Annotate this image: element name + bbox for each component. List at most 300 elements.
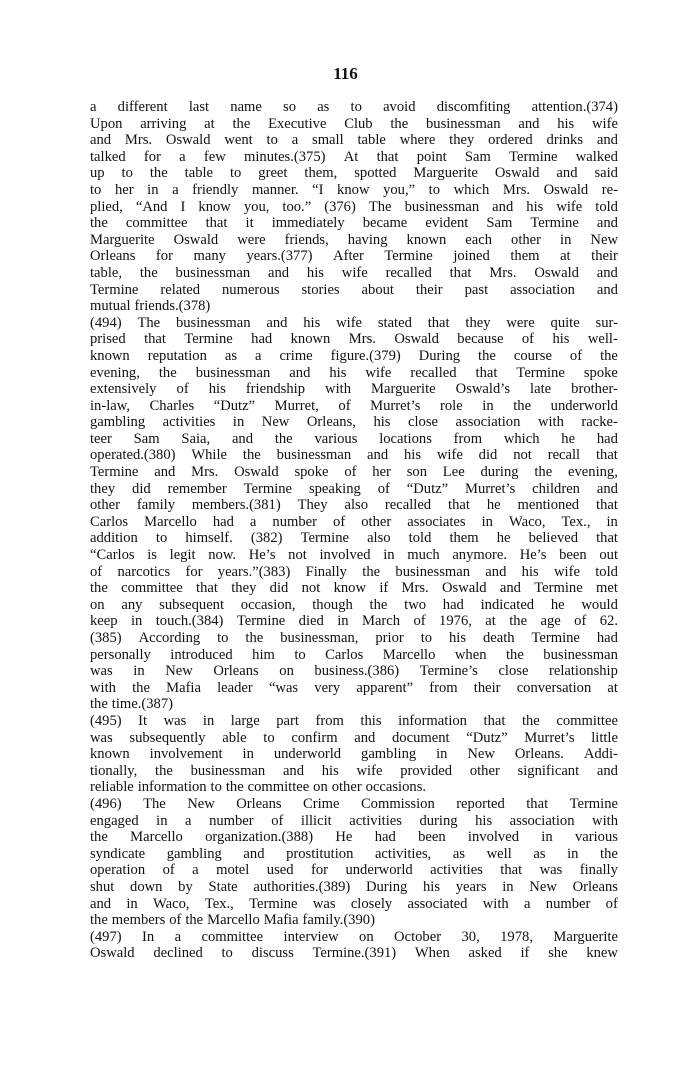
- text-word: motel: [216, 862, 250, 879]
- text-word: of: [169, 912, 182, 929]
- text-word: they: [465, 314, 491, 331]
- text-word: State: [208, 878, 238, 895]
- text-word: known: [90, 347, 130, 364]
- text-word: and: [596, 281, 618, 298]
- text-word: her: [114, 181, 134, 198]
- text-word: information: [398, 712, 467, 729]
- text-word: plied,: [90, 198, 123, 215]
- text-word: believed: [528, 530, 579, 547]
- text-word: walked: [575, 148, 618, 165]
- text-word: a: [192, 862, 199, 879]
- text-word: her: [372, 464, 391, 481]
- text-word: introduced: [170, 646, 233, 663]
- text-word: because: [457, 331, 504, 348]
- text-word: prised: [90, 331, 126, 348]
- text-word: to: [90, 181, 102, 198]
- text-word: in: [502, 878, 514, 895]
- text-word: and: [596, 264, 618, 281]
- text-word: associates: [407, 513, 466, 530]
- text-word: Waco,: [153, 895, 190, 912]
- text-word: known: [290, 331, 331, 348]
- text-word: and: [267, 264, 290, 281]
- text-line: [90, 116, 618, 133]
- text-line: [90, 149, 618, 166]
- text-word: that: [500, 862, 523, 879]
- text-line: [90, 829, 618, 846]
- text-word: and: [90, 132, 112, 149]
- text-word: Carlos: [90, 513, 129, 530]
- text-word: Mrs.: [348, 331, 376, 348]
- text-word: arriving: [140, 115, 187, 132]
- text-word: in: [337, 613, 349, 630]
- text-line: [90, 746, 618, 763]
- text-word: when: [454, 646, 487, 663]
- text-word: in: [130, 613, 143, 630]
- text-word: up: [90, 165, 105, 182]
- text-word: the: [521, 712, 540, 729]
- text-word: number: [209, 812, 254, 829]
- text-word: Oswald: [494, 165, 540, 182]
- text-word: Sam: [464, 148, 491, 165]
- text-word: well-: [587, 331, 618, 348]
- text-word: occasions.: [365, 779, 427, 796]
- text-word: Oswald: [173, 231, 219, 248]
- text-word: sur-: [595, 314, 618, 331]
- text-word: figure.(379): [330, 347, 401, 364]
- text-word: is: [147, 547, 157, 564]
- text-word: that: [205, 215, 228, 232]
- text-word: well: [486, 845, 512, 862]
- text-word: Mafia: [263, 912, 299, 929]
- text-line: [90, 431, 618, 448]
- text-word: involvement: [149, 746, 223, 763]
- text-word: a: [172, 181, 179, 198]
- text-word: associated: [407, 895, 468, 912]
- text-word: he: [496, 530, 511, 547]
- text-word: New: [590, 231, 618, 248]
- text-word: the: [242, 447, 261, 464]
- text-word: Oswald: [234, 464, 279, 481]
- text-word: and: [154, 464, 176, 481]
- text-word: provided: [400, 762, 453, 779]
- text-word: knew: [586, 945, 618, 962]
- text-word: underworld: [345, 862, 413, 879]
- text-word: In: [142, 928, 155, 945]
- text-word: confirm: [291, 729, 338, 746]
- text-word: point: [416, 148, 447, 165]
- text-word: apparent”: [356, 679, 414, 696]
- text-word: Tex.,: [561, 513, 591, 530]
- text-word: “Dutz”: [406, 480, 449, 497]
- text-word: Termine: [531, 630, 580, 646]
- text-word: and: [243, 845, 265, 862]
- text-word: 62.: [599, 613, 618, 630]
- text-word: in: [242, 746, 254, 763]
- text-word: had: [251, 331, 273, 348]
- text-word: spotted: [354, 165, 397, 182]
- text-line: [90, 647, 618, 664]
- text-word: not: [513, 447, 532, 464]
- text-word: committee: [121, 580, 183, 597]
- text-word: other: [469, 762, 500, 779]
- text-word: Termine’s: [419, 663, 478, 680]
- text-word: During: [418, 347, 461, 364]
- text-word: table: [184, 165, 214, 182]
- text-word: closely: [350, 895, 393, 912]
- text-word: the: [139, 264, 158, 281]
- text-word: children: [532, 480, 580, 497]
- text-word: that: [475, 364, 498, 381]
- text-word: Commission: [360, 795, 435, 812]
- text-word: to: [428, 181, 441, 198]
- text-word: and: [354, 729, 376, 746]
- text-word: and: [596, 762, 618, 779]
- text-word: Club: [344, 115, 373, 132]
- text-word: Sam: [133, 430, 160, 447]
- text-word: March: [361, 613, 401, 630]
- text-word: did: [132, 480, 151, 497]
- text-word: The: [368, 198, 392, 215]
- text-word: his: [552, 331, 570, 348]
- text-word: he: [561, 430, 576, 447]
- text-word: friendship: [245, 381, 305, 398]
- text-word: that: [448, 497, 470, 514]
- text-word: (496): [90, 795, 122, 812]
- text-word: finally: [579, 862, 618, 879]
- text-word: Orleans: [236, 795, 282, 812]
- text-word: that: [196, 580, 218, 597]
- text-line: [90, 613, 618, 630]
- text-word: told: [595, 198, 618, 215]
- text-word: committee: [556, 712, 618, 729]
- text-line: [90, 514, 618, 531]
- text-word: not: [301, 580, 321, 597]
- text-word: with: [482, 895, 509, 912]
- text-word: When: [414, 945, 450, 962]
- text-word: that: [449, 264, 472, 281]
- text-word: information: [137, 779, 207, 796]
- text-word: interview: [283, 928, 339, 945]
- text-word: the: [274, 430, 293, 447]
- text-word: operated.(380): [90, 447, 176, 464]
- text-line: [90, 796, 618, 813]
- text-word: involved: [319, 547, 371, 564]
- text-word: immediately: [271, 215, 345, 232]
- text-word: mutual: [90, 298, 131, 315]
- text-word: addition: [90, 530, 138, 547]
- text-word: the: [369, 596, 388, 613]
- text-word: that: [376, 148, 399, 165]
- text-word: authorities.(389): [253, 878, 351, 895]
- text-word: legit: [169, 547, 196, 564]
- text-word: evident: [425, 215, 469, 232]
- text-word: businessman: [276, 447, 352, 464]
- text-word: discuss: [251, 945, 294, 962]
- text-line: [90, 580, 618, 597]
- text-word: died: [298, 613, 324, 630]
- text-word: businessman: [175, 314, 251, 331]
- text-word: from: [429, 679, 458, 696]
- text-word: and: [499, 580, 521, 597]
- text-word: the: [158, 364, 177, 381]
- text-word: at: [560, 248, 571, 265]
- text-word: of: [605, 895, 618, 912]
- text-word: other: [361, 513, 392, 530]
- text-word: extensively: [90, 381, 157, 398]
- text-word: wife: [591, 115, 618, 132]
- text-word: very: [314, 679, 341, 696]
- text-line: [90, 547, 618, 564]
- text-word: association: [455, 414, 521, 431]
- text-word: were: [237, 231, 266, 248]
- text-word: re-: [601, 181, 618, 198]
- text-word: Termine.(391): [312, 945, 397, 962]
- text-word: number: [545, 895, 591, 912]
- text-word: which: [503, 430, 540, 447]
- text-word: with: [325, 381, 351, 398]
- text-word: had: [442, 596, 464, 613]
- text-word: businessman: [395, 563, 470, 580]
- text-word: which: [453, 181, 490, 198]
- text-word: Termine: [90, 281, 139, 298]
- text-word: Charles: [149, 397, 195, 414]
- text-word: to: [294, 646, 306, 663]
- text-word: avoid: [383, 99, 416, 115]
- text-word: and: [596, 215, 618, 232]
- text-word: in: [606, 513, 618, 530]
- text-word: syndicate: [90, 845, 146, 862]
- text-word: had: [374, 829, 396, 846]
- text-word: too.”: [282, 198, 312, 215]
- text-word: Mrs.: [502, 181, 531, 198]
- text-word: joined: [453, 248, 490, 265]
- text-word: discomfiting: [436, 99, 511, 115]
- text-word: in: [541, 829, 553, 846]
- text-word: gambling: [361, 746, 417, 763]
- text-word: them: [449, 530, 479, 547]
- text-word: the: [155, 762, 173, 779]
- text-word: out: [599, 547, 618, 564]
- text-word: a: [524, 895, 531, 912]
- text-word: a: [174, 928, 182, 945]
- text-line: [90, 597, 618, 614]
- text-word: locations: [379, 430, 432, 447]
- text-word: committee: [201, 928, 264, 945]
- text-word: friends,: [284, 231, 329, 248]
- text-word: she: [548, 945, 568, 962]
- text-word: for: [155, 248, 173, 265]
- text-line: [90, 481, 618, 498]
- text-word: to: [420, 630, 433, 646]
- text-word: close: [498, 663, 529, 680]
- text-word: and: [518, 115, 540, 132]
- text-word: Marguerite: [553, 928, 618, 945]
- text-word: from: [453, 430, 483, 447]
- text-word: Termine: [300, 530, 349, 547]
- text-word: Oswald: [394, 331, 439, 348]
- text-word: After: [333, 248, 364, 265]
- text-word: to: [217, 630, 229, 646]
- text-word: subsequent: [159, 596, 225, 613]
- text-word: not: [288, 547, 307, 564]
- text-word: his: [526, 198, 544, 215]
- text-line: [90, 530, 618, 547]
- text-word: (494): [90, 314, 122, 331]
- text-word: Mafia: [166, 679, 201, 696]
- page-number: 116: [333, 64, 358, 83]
- text-word: “And: [135, 198, 168, 215]
- text-word: Murret’s: [524, 729, 575, 746]
- text-word: went: [224, 132, 253, 149]
- text-word: businessman: [190, 762, 266, 779]
- text-word: his: [303, 314, 321, 331]
- text-word: the: [390, 115, 409, 132]
- text-word: had: [596, 630, 618, 646]
- text-word: had: [596, 430, 618, 447]
- text-word: and: [90, 895, 112, 912]
- text-word: told: [595, 563, 618, 580]
- text-line: [90, 896, 618, 913]
- text-word: if: [520, 945, 530, 962]
- text-word: met: [595, 580, 618, 597]
- text-word: Mrs.: [191, 464, 219, 481]
- text-line: [90, 862, 618, 879]
- text-word: “Dutz”: [466, 729, 508, 746]
- text-word: and: [367, 447, 389, 464]
- text-word: touch.(384): [155, 613, 224, 630]
- text-word: quite: [550, 314, 580, 331]
- text-word: tionally,: [90, 762, 138, 779]
- text-word: Termine: [509, 148, 558, 165]
- text-word: his: [423, 878, 441, 895]
- text-word: of: [344, 464, 357, 481]
- text-word: the: [90, 580, 108, 597]
- text-word: asked: [468, 945, 502, 962]
- text-word: of: [333, 513, 346, 530]
- text-word: keep: [90, 613, 118, 630]
- text-word: activities: [162, 414, 216, 431]
- text-word: reported: [456, 795, 505, 812]
- text-word: wife: [341, 264, 368, 281]
- text-word: now.: [208, 547, 237, 564]
- text-word: his: [329, 364, 347, 381]
- text-word: committee: [247, 779, 310, 796]
- text-word: years.(377): [246, 248, 313, 265]
- text-word: Marcello: [130, 829, 183, 846]
- text-word: Executive: [268, 115, 327, 132]
- text-word: that: [427, 314, 450, 331]
- text-word: the: [505, 646, 524, 663]
- text-word: Crime: [303, 795, 340, 812]
- text-word: known: [90, 746, 130, 763]
- text-word: Termine: [516, 364, 565, 381]
- text-word: (495): [90, 712, 122, 729]
- text-word: I: [180, 198, 186, 215]
- text-word: Finally: [305, 563, 347, 580]
- text-word: Oswald: [543, 181, 589, 198]
- text-word: gambling: [90, 414, 146, 431]
- text-word: Sam: [486, 215, 513, 232]
- text-word: Addi-: [583, 746, 618, 763]
- text-word: death: [482, 630, 515, 646]
- text-word: spoke: [583, 364, 618, 381]
- text-word: table: [357, 132, 386, 149]
- text-word: to: [229, 165, 242, 182]
- text-word: Oswald: [90, 945, 135, 962]
- text-word: the: [509, 613, 528, 630]
- text-word: with: [90, 679, 116, 696]
- text-word: According: [138, 630, 201, 646]
- text-word: the: [90, 215, 108, 232]
- text-word: his: [208, 381, 226, 398]
- text-word: underworld: [550, 397, 618, 414]
- text-word: you,”: [383, 181, 416, 198]
- text-word: large: [230, 712, 260, 729]
- text-word: different: [117, 99, 168, 115]
- text-word: The: [137, 314, 161, 331]
- text-word: would: [581, 596, 618, 613]
- text-word: also: [367, 530, 391, 547]
- text-word: in: [567, 845, 579, 862]
- text-word: this: [360, 712, 382, 729]
- text-word: crime: [279, 347, 313, 364]
- text-word: numerous: [222, 281, 280, 298]
- text-word: of: [377, 480, 390, 497]
- text-word: to: [350, 99, 362, 115]
- text-word: known: [406, 231, 447, 248]
- text-word: was: [539, 862, 563, 879]
- text-line: [90, 348, 618, 365]
- text-line: [90, 215, 618, 232]
- text-word: Termine: [530, 215, 579, 232]
- text-word: Marcello: [382, 646, 436, 663]
- text-line: [90, 298, 618, 315]
- text-line: [90, 663, 618, 680]
- text-line: [90, 398, 618, 415]
- text-word: for: [310, 862, 329, 879]
- text-word: the: [478, 347, 496, 364]
- text-word: his: [448, 630, 467, 646]
- text-word: to: [266, 132, 278, 149]
- text-word: the: [225, 779, 244, 796]
- text-word: Termine: [249, 895, 298, 912]
- text-word: they: [90, 480, 116, 497]
- text-word: his: [475, 812, 493, 829]
- text-word: greet: [258, 165, 288, 182]
- text-line: [90, 282, 618, 299]
- text-word: other: [90, 497, 120, 514]
- text-word: New: [261, 414, 290, 431]
- text-word: and: [231, 430, 254, 447]
- text-word: of: [90, 563, 103, 580]
- text-word: involved: [467, 829, 519, 846]
- text-word: his: [306, 264, 324, 281]
- text-line: [90, 564, 618, 581]
- text-word: had: [212, 513, 234, 530]
- text-word: gambling: [166, 845, 222, 862]
- text-word: drinks: [546, 132, 584, 149]
- text-word: having: [347, 231, 388, 248]
- text-word: Termine: [236, 613, 286, 630]
- text-word: the: [90, 696, 108, 713]
- text-word: He’s: [248, 547, 276, 564]
- text-line: [90, 879, 618, 896]
- text-word: of: [338, 397, 351, 414]
- text-word: Upon: [90, 115, 123, 132]
- text-word: any: [121, 596, 143, 613]
- text-word: his: [321, 762, 339, 779]
- text-word: a: [291, 132, 299, 149]
